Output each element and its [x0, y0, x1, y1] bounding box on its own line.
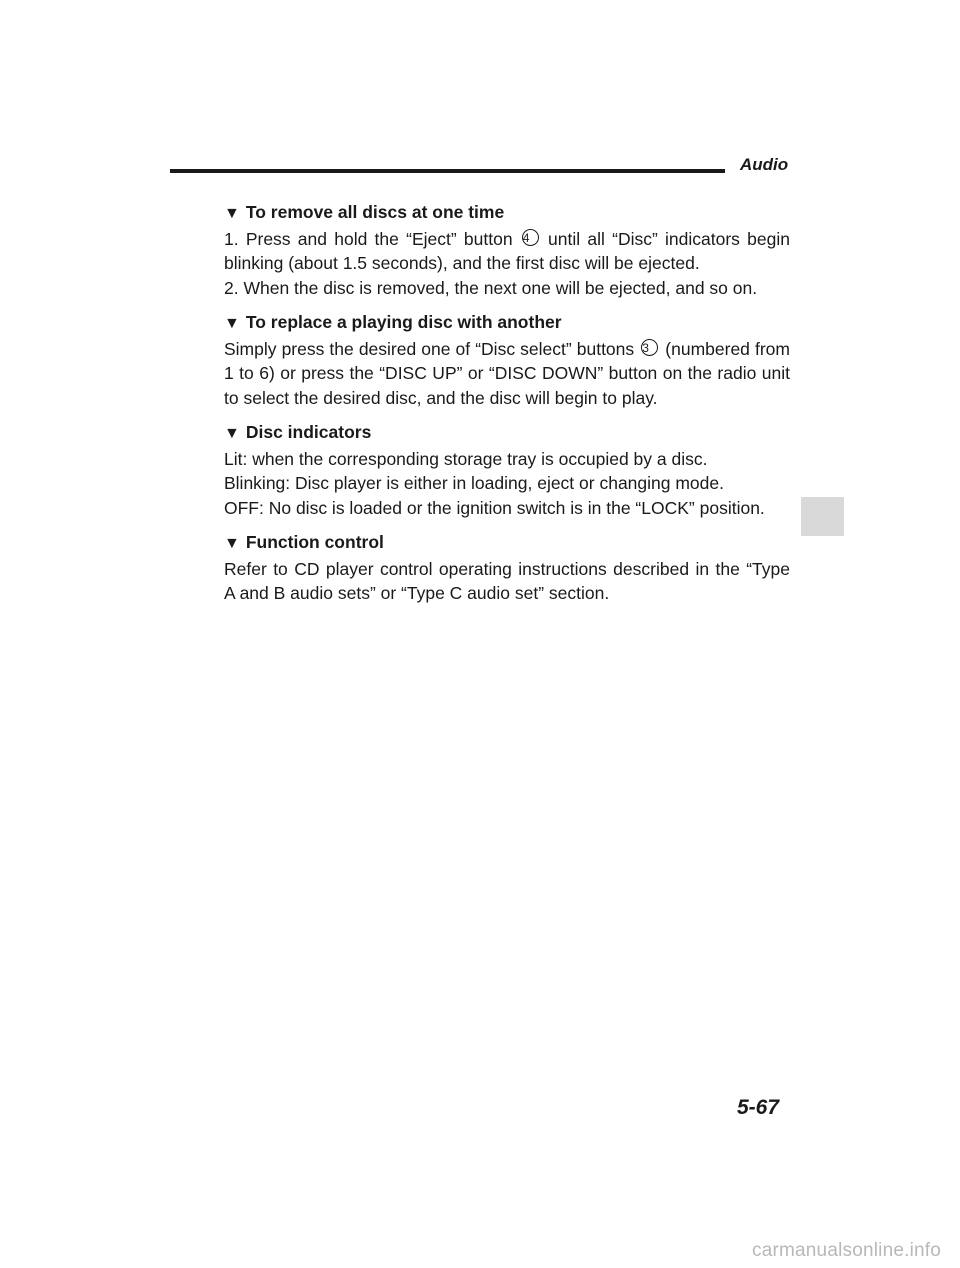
section-heading: ▼ To remove all discs at one time: [224, 202, 505, 222]
section-function-control: [224, 530, 790, 606]
section-remove-all-discs: [224, 200, 790, 300]
paragraph: Refer to CD player control operating instructions described in the “Type A and B audio sets” or “Type C audio set” section.: [224, 558, 790, 603]
triangle-down-icon: ▼: [224, 425, 240, 442]
watermark-link[interactable]: carmanualsonline.info: [752, 1240, 942, 1261]
triangle-down-icon: ▼: [224, 205, 240, 222]
section-replace-disc: [224, 310, 790, 410]
triangle-down-icon: ▼: [224, 315, 240, 332]
paragraph: OFF: No disc is loaded or the ignition switch is in the “LOCK” position.: [224, 497, 765, 518]
header-rule: [170, 169, 725, 173]
paragraph: 2. When the disc is removed, the next one will be ejected, and so on.: [224, 277, 758, 298]
paragraph: Simply press the desired one of “Disc select” buttons 3 (numbered from 1 to 6) or press the “DISC UP” or “DISC DOWN” button on the radio unit to select the desired disc, and the disc will begin to play.: [224, 338, 790, 408]
triangle-down-icon: ▼: [224, 535, 240, 552]
circled-number-icon: 3: [641, 339, 658, 356]
section-name: Audio: [740, 155, 789, 174]
thumb-tab: [801, 497, 844, 536]
page-number: 5-67: [737, 1096, 780, 1119]
page-content: [224, 200, 790, 616]
section-heading: ▼ Disc indicators: [224, 422, 372, 442]
paragraph: Lit: when the corresponding storage tray is occupied by a disc.: [224, 448, 708, 469]
section-disc-indicators: [224, 420, 790, 520]
paragraph: Blinking: Disc player is either in loading, eject or changing mode.: [224, 473, 724, 493]
paragraph: 1. Press and hold the “Eject” button 4 until all “Disc” indicators begin blinking (about 1.5 seconds), and the first disc will be ejected.: [224, 228, 790, 273]
section-heading: ▼ To replace a playing disc with another: [224, 312, 562, 332]
circled-number-icon: 4: [522, 229, 539, 246]
section-heading: ▼ Function control: [224, 532, 384, 552]
